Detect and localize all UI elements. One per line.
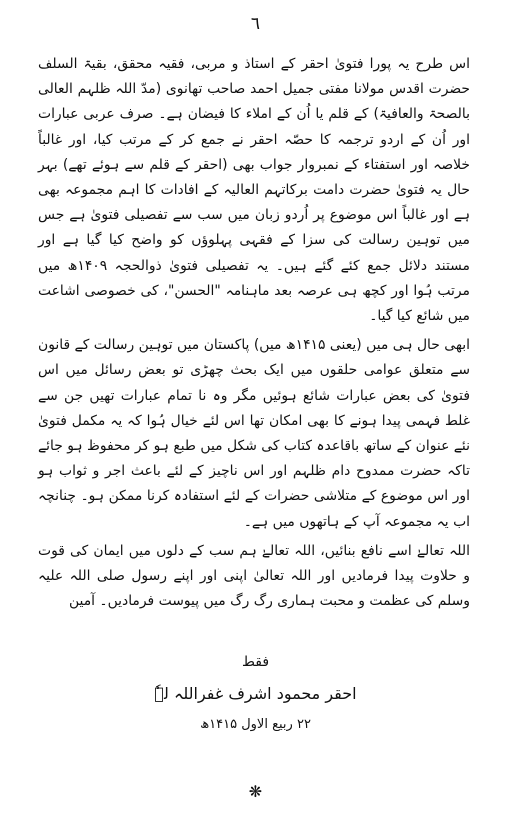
footer-ornament-icon: ❋ bbox=[248, 782, 263, 801]
page-number: ٦ bbox=[250, 14, 261, 34]
body-text bbox=[38, 52, 470, 618]
paragraph-2: ابھی حال ہی میں (یعنی ۱۴۱۵ھ میں) پاکستان میں توہین رسالت کے قانون سے متعلق عوامی حلقوں میں ایک بحث چھڑی تو بعض رسائل میں اس فتویٰ کی بعض عبارات شائع ہوئیں مگر وہ نا تمام عبارات تھیں جن سے غلط فہمی پیدا ہونے کا بھی امکان تھا اس لئے خیال ہُوا کہ یہ مکمل فتویٰ نئے عنوان کے ساتھ باقاعدہ کتاب کی شکل میں طبع ہو کر محفوظ ہو جائے تاکہ حضرت ممدوح دام ظلہم اور اس ناچیز کے لئے باعث اجر و ثواب ہو اور اس موضوع کے متلاشی حضرات کے لئے استفادہ کرنا ممکن ہو۔ چنانچہ اب یہ مجموعہ آپ کے ہاتھوں میں ہے۔ bbox=[38, 337, 471, 530]
closing-faqat: فقط bbox=[241, 654, 270, 670]
paragraph-1: اس طرح یہ پورا فتویٰ احقر کے استاذ و مربی، فقیہ محقق، بقیۃ السلف حضرت اقدس مولانا مفتی جمیل احمد صاحب تھانوی (مدّ اللہ ظلہم العالی بالصحۃ والعافیۃ) کے قلم یا اُن کے املاء کا فیضان ہے۔ صرف عربی عبارات اور اُن کے اردو ترجمہ کا حصّہ احقر نے جمع کر کے مرتب کیا، اور غالباً خلاصہ اور استفتاء کے نمبروار جواب بھی (احقر کے قلم سے ہوئے تھے) بہر حال یہ فتویٰ حضرت دامت برکاتہم العالیہ کے افادات کا اہم مجموعہ بھی ہے اور غالباً اس موضوع پر اُردو زبان میں سب سے تفصیلی فتویٰ ہے جس میں توہین رسالت کی سزا کے فقہی پہلوؤں کو واضح کیا گیا ہے اور مستند دلائل جمع کئے گئے ہیں۔ یہ تفصیلی فتویٰ ذوالحجہ ۱۴۰۹ھ میں مرتب ہُوا اور کچھ ہی عرصہ بعد ماہنامہ "الحسن"، کی خصوصی اشاعت میں شائع کیا گیا۔ bbox=[38, 56, 470, 325]
paragraph-3: اللہ تعالےٰ اسے نافع بنائیں، اللہ تعالےٰ ہم سب کے دلوں میں ایمان کی قوت و حلاوت پیدا فرمادیں اور اللہ تعالیٰ اپنی اور اپنے رسول صلی اللہ علیہ وسلم کی عظمت و محبت ہماری رگ رگ میں پیوست فرمادیں۔ آمین bbox=[38, 542, 470, 610]
signer-name: احقر محمود اشرف غفراللہ لہٗ bbox=[154, 684, 357, 703]
signature-date: ۲۲ ربیع الاول ۱۴۱۵ھ bbox=[200, 717, 311, 732]
